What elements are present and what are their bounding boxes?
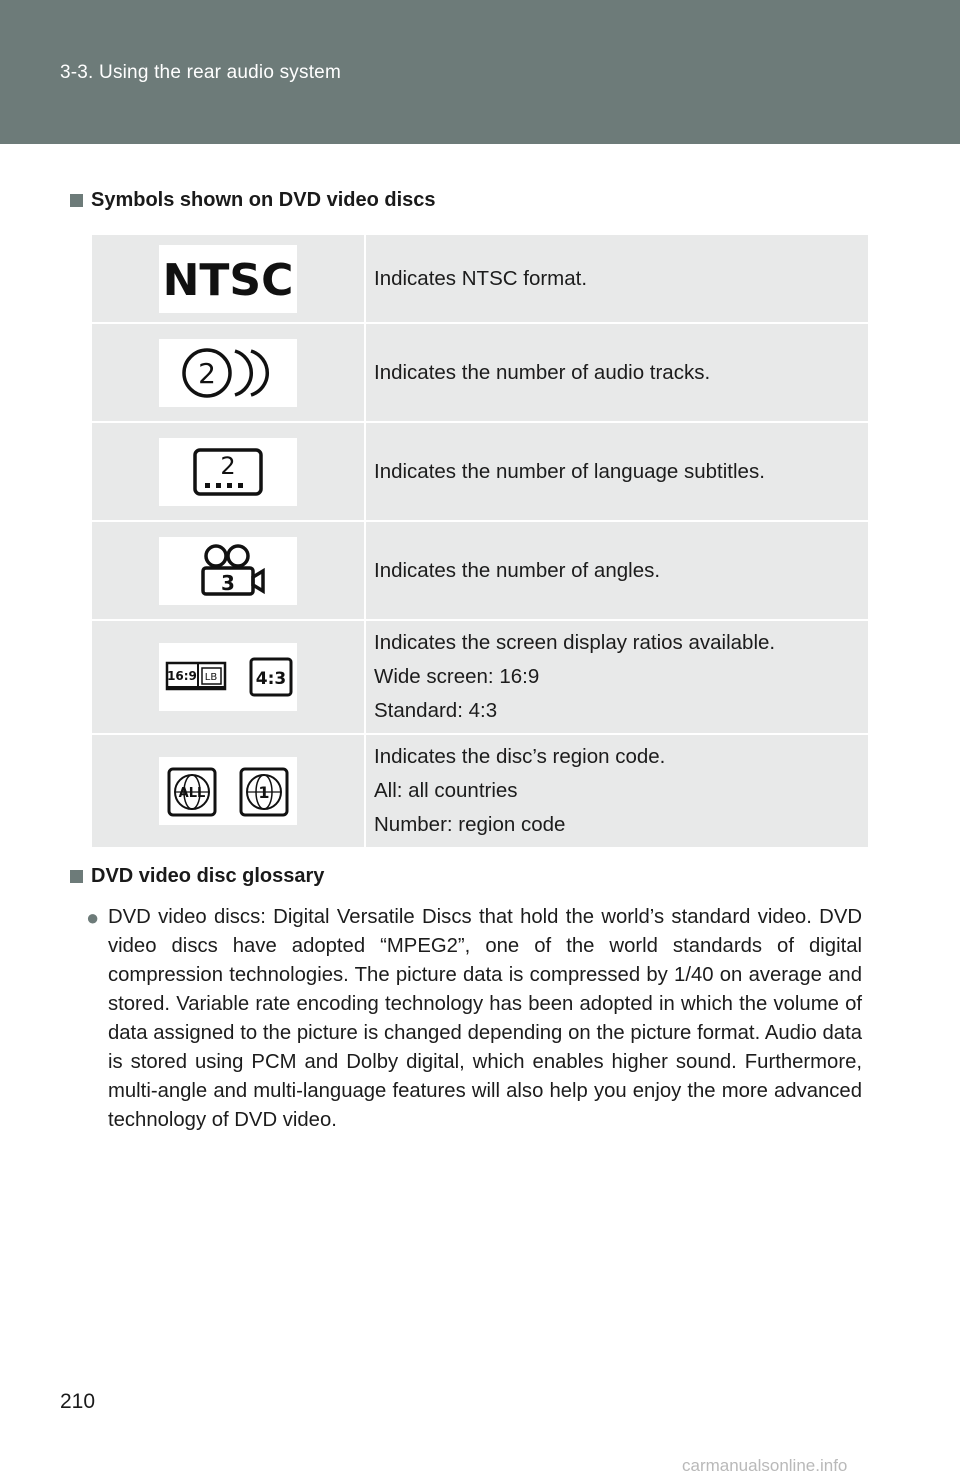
description-line: Indicates the screen display ratios available. <box>374 631 776 654</box>
table-row <box>92 521 868 620</box>
symbol-description <box>365 620 868 734</box>
symbols-table <box>92 235 868 849</box>
description-line: Wide screen: 16:9 <box>374 665 540 688</box>
region-code-icon <box>159 757 297 825</box>
page-number: 210 <box>60 1390 96 1413</box>
svg-text:NTSC: NTSC <box>162 254 294 306</box>
glossary-item-text: DVD video discs: Digital Versatile Discs that hold the world’s standard video. DVD video discs have adopted “MPEG2”, one of the world standards of digital compression technologies. The picture data is compressed by 1/40 on average and stored. Variable rate encoding technology has been adopted in which the volume of data assigned to the picture is changed depending on the picture format. Audio data is stored using PCM and Dolby digital, which enables higher sound. Furthermore, multi-angle and multi-language features will also help you enjoy the more advanced technology of DVD video. <box>108 906 862 1131</box>
description-line: Indicates the number of language subtitles. <box>374 459 765 483</box>
list-item <box>86 903 862 1135</box>
icon-cell <box>92 323 365 422</box>
description-line: Indicates the number of audio tracks. <box>374 360 711 384</box>
svg-text:2: 2 <box>220 451 236 480</box>
ntsc-icon <box>159 245 297 313</box>
description-line: Indicates NTSC format. <box>374 266 588 290</box>
icon-cell <box>92 422 365 521</box>
description-line: Indicates the number of angles. <box>374 558 661 582</box>
table-row <box>92 323 868 422</box>
description-line: Indicates the disc’s region code. <box>374 745 666 768</box>
table-row <box>92 734 868 848</box>
symbols-heading-text: Symbols shown on DVD video discs <box>91 189 436 211</box>
glossary-heading-text: DVD video disc glossary <box>91 865 325 887</box>
symbol-description <box>365 235 868 323</box>
icon-cell <box>92 235 365 323</box>
description-line: All: all countries <box>374 779 518 802</box>
icon-cell <box>92 521 365 620</box>
icon-cell <box>92 620 365 734</box>
section-title: 3-3. Using the rear audio system <box>60 62 341 83</box>
symbol-description <box>365 734 868 848</box>
svg-text:1: 1 <box>258 783 270 802</box>
symbol-description <box>365 323 868 422</box>
svg-text:ALL: ALL <box>178 786 206 801</box>
svg-text:16:9: 16:9 <box>167 669 197 683</box>
page-header <box>0 0 960 144</box>
symbols-heading <box>70 189 436 212</box>
table-row <box>92 235 868 323</box>
svg-text:2: 2 <box>198 356 216 390</box>
audio-tracks-icon <box>159 339 297 407</box>
icon-cell <box>92 734 365 848</box>
symbol-description <box>365 422 868 521</box>
square-bullet-icon <box>70 870 83 883</box>
symbol-description <box>365 521 868 620</box>
table-row <box>92 422 868 521</box>
subtitles-icon <box>159 438 297 506</box>
description-line: Number: region code <box>374 813 566 836</box>
glossary-list <box>86 903 862 1135</box>
svg-text:4:3: 4:3 <box>255 669 287 689</box>
circle-bullet-icon: ● <box>86 905 100 930</box>
description-line: Standard: 4:3 <box>374 699 498 722</box>
glossary-heading <box>70 865 324 888</box>
screen-ratio-icon <box>159 643 297 711</box>
svg-text:3: 3 <box>221 570 235 595</box>
square-bullet-icon <box>70 194 83 207</box>
angles-icon <box>159 537 297 605</box>
table-row <box>92 620 868 734</box>
svg-text:LB: LB <box>204 672 218 683</box>
watermark: carmanualsonline.info <box>682 1456 848 1475</box>
